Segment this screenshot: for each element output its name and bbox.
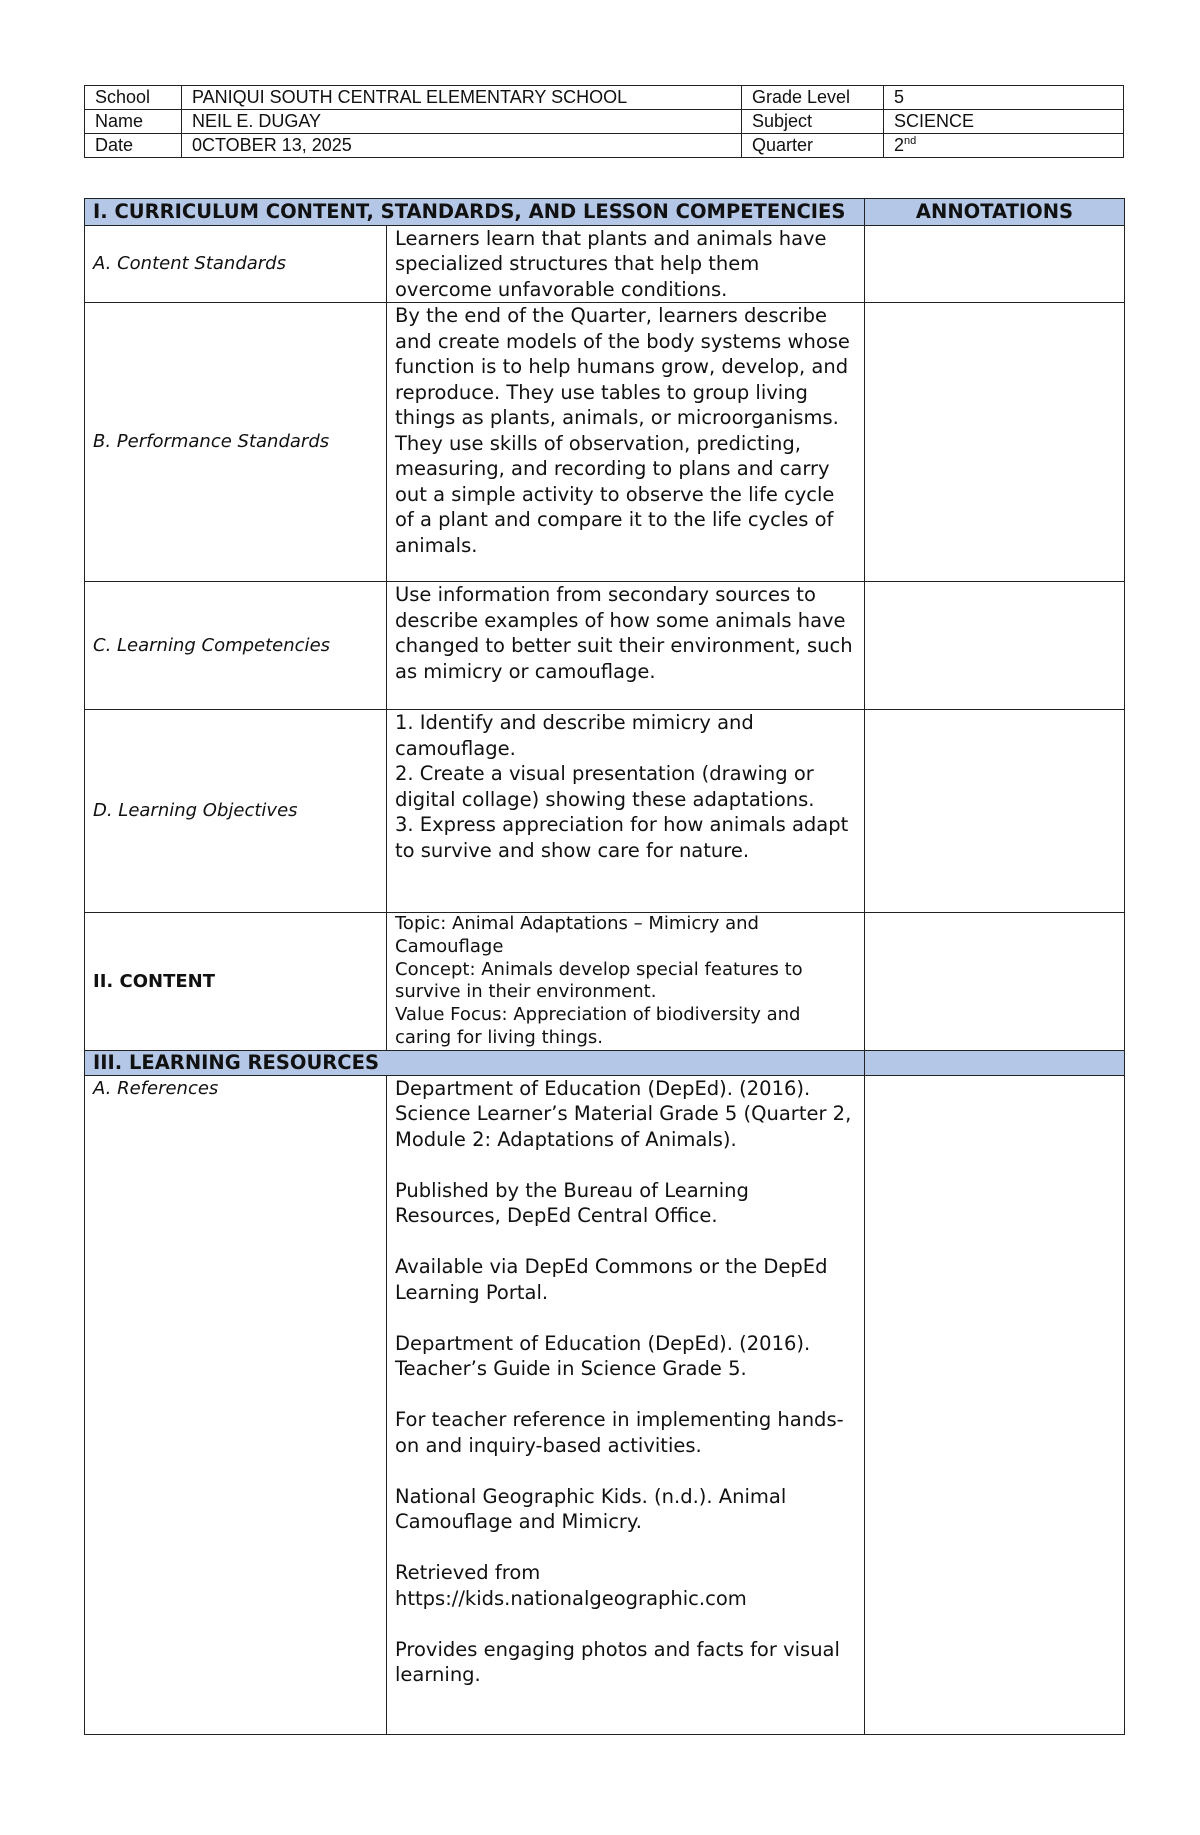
date-row (85, 134, 1124, 158)
lesson-plan-table (84, 198, 1125, 1735)
quarter-label: Quarter (742, 134, 884, 158)
reference-paragraph: Retrieved from https://kids.nationalgeographic.com (395, 1561, 747, 1610)
performance-standards-annotation (865, 303, 1125, 582)
header-info-table (84, 85, 1124, 158)
reference-paragraph: Department of Education (DepEd). (2016). Science Learner’s Material Grade 5 (Quarter 2, Module 2: Adaptations of Animals). (395, 1076, 852, 1151)
subject-label: Subject (742, 110, 884, 134)
content-standards-annotation (865, 225, 1125, 303)
learning-objectives-label: D. Learning Objectives (85, 710, 387, 913)
references-text (387, 1075, 865, 1734)
name-row (85, 110, 1124, 134)
learning-competencies-label: C. Learning Competencies (85, 582, 387, 710)
grade-level-value: 5 (884, 86, 1124, 110)
reference-paragraph: For teacher reference in implementing hands-on and inquiry-based activities. (395, 1408, 844, 1457)
quarter-value (884, 134, 1124, 158)
objective-item: 2. Create a visual presentation (drawing or digital collage) showing these adaptations. (395, 762, 815, 811)
content-concept: Concept: Animals develop special features to survive in their environment. (395, 958, 803, 1003)
quarter-suffix: nd (904, 135, 917, 147)
content-standards-text: Learners learn that plants and animals have specialized structures that help them overcome unfavorable conditions. (387, 225, 865, 303)
school-row (85, 86, 1124, 110)
performance-standards-text: By the end of the Quarter, learners describe and create models of the body systems whose function is to help humans grow, develop, and reproduce. They use tables to group living things as plants, animals, or microorganisms. They use skills of observation, predicting, measuring, and recording to plans and carry out a simple activity to observe the life cycle of a plant and compare it to the life cycles of animals. (387, 303, 865, 582)
learning-objectives-row (85, 710, 1125, 913)
reference-paragraph: National Geographic Kids. (n.d.). Animal Camouflage and Mimicry. (395, 1484, 787, 1534)
grade-level-label: Grade Level (742, 86, 884, 110)
subject-value: SCIENCE (884, 110, 1124, 134)
school-value: PANIQUI SOUTH CENTRAL ELEMENTARY SCHOOL (182, 86, 742, 110)
learning-objectives-text (387, 710, 865, 913)
section3-title: III. LEARNING RESOURCES (85, 1050, 865, 1075)
learning-objectives-annotation (865, 710, 1125, 913)
date-value: 0CTOBER 13, 2025 (182, 134, 742, 158)
quarter-number: 2 (894, 135, 905, 155)
content-standards-label: A. Content Standards (85, 225, 387, 303)
content-standards-row (85, 225, 1125, 303)
section1-title: I. CURRICULUM CONTENT, STANDARDS, AND LESSON COMPETENCIES (85, 199, 865, 226)
references-label: A. References (85, 1075, 387, 1734)
school-label: School (85, 86, 182, 110)
references-annotation (865, 1075, 1125, 1734)
content-value-focus: Value Focus: Appreciation of biodiversity and caring for living things. (395, 1004, 801, 1048)
section3-header-row (85, 1050, 1125, 1075)
section1-header-row (85, 199, 1125, 226)
learning-competencies-row (85, 582, 1125, 710)
references-row (85, 1075, 1125, 1734)
name-value: NEIL E. DUGAY (182, 110, 742, 134)
name-label: Name (85, 110, 182, 134)
annotations-header: ANNOTATIONS (865, 199, 1125, 226)
section3-annotation-header (865, 1050, 1125, 1075)
performance-standards-label: B. Performance Standards (85, 303, 387, 582)
reference-paragraph: Published by the Bureau of Learning Resources, DepEd Central Office. (395, 1178, 749, 1228)
content-text (387, 913, 865, 1051)
content-row (85, 913, 1125, 1051)
content-annotation (865, 913, 1125, 1051)
content-topic: Topic: Animal Adaptations – Mimicry and Camouflage (395, 913, 759, 957)
content-label: II. CONTENT (85, 913, 387, 1051)
reference-paragraph: Department of Education (DepEd). (2016). Teacher’s Guide in Science Grade 5. (395, 1331, 811, 1381)
date-label: Date (85, 134, 182, 158)
reference-paragraph: Provides engaging photos and facts for visual learning. (395, 1637, 840, 1687)
performance-standards-row (85, 303, 1125, 582)
objective-item: 1. Identify and describe mimicry and camouflage. (395, 711, 754, 760)
learning-competencies-annotation (865, 582, 1125, 710)
objective-item: 3. Express appreciation for how animals adapt to survive and show care for nature. (395, 813, 849, 862)
learning-competencies-text: Use information from secondary sources to describe examples of how some animals have changed to better suit their environment, such as mimicry or camouflage. (387, 582, 865, 710)
reference-paragraph: Available via DepEd Commons or the DepEd Learning Portal. (395, 1255, 828, 1304)
